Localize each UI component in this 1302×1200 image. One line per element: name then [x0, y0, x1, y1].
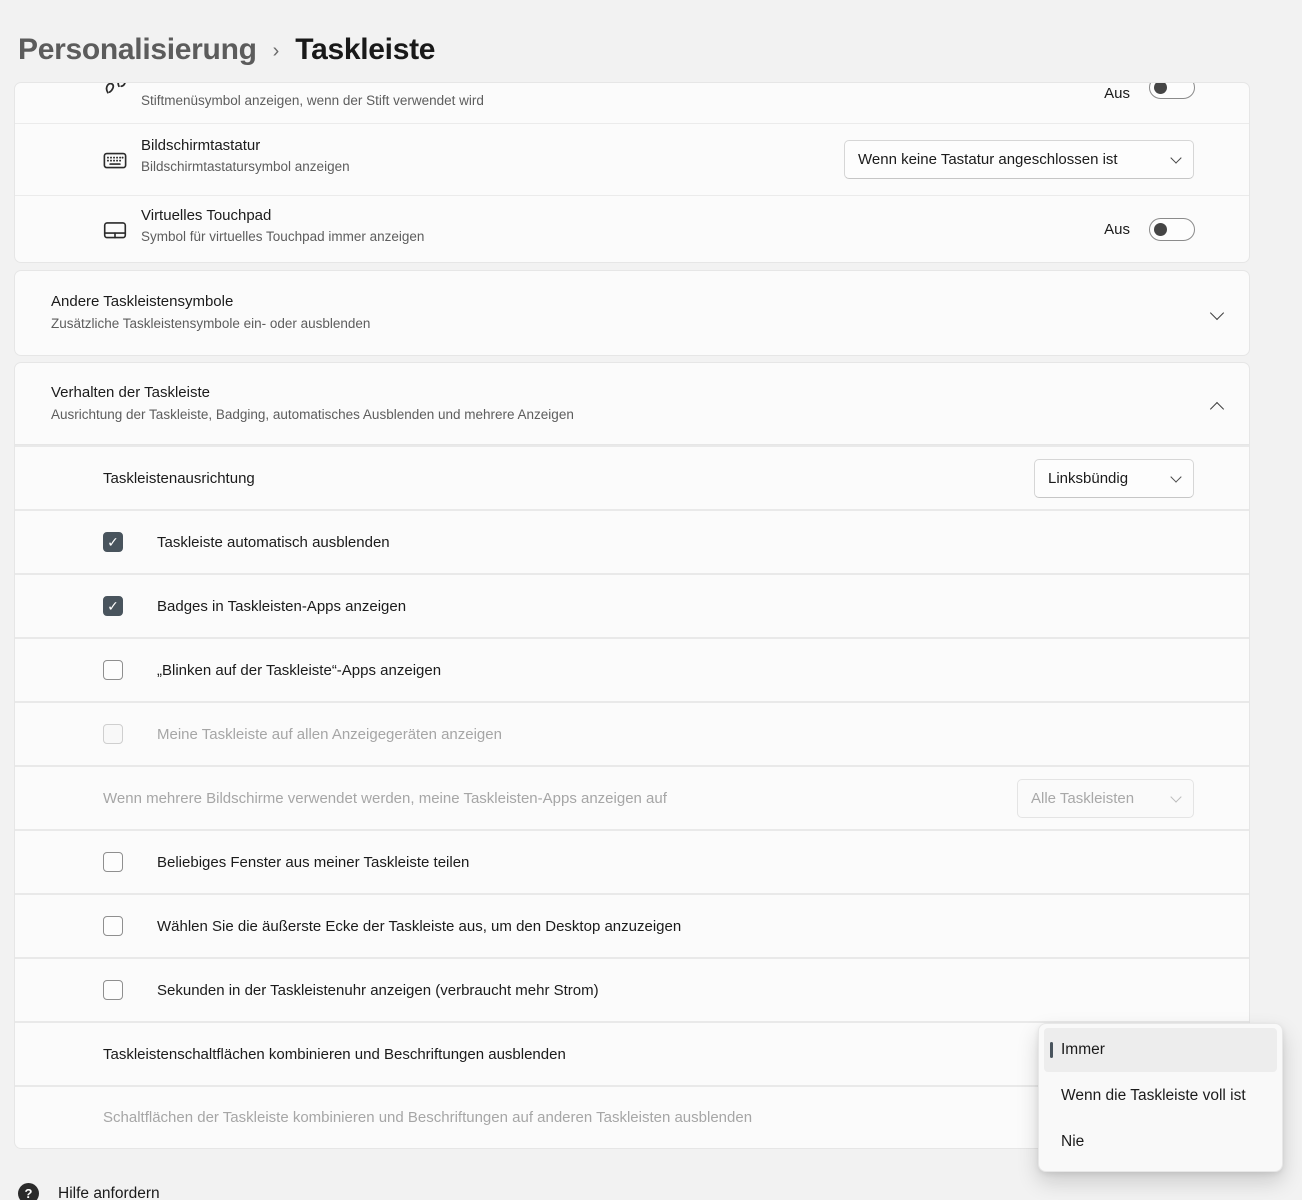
expander-other-taskbar-icons[interactable] — [14, 270, 1250, 356]
breadcrumb-parent[interactable]: Personalisierung — [18, 33, 257, 66]
row-touch-keyboard — [15, 124, 1249, 195]
seconds-clock-label: Sekunden in der Taskleistenuhr anzeigen (verbraucht mehr Strom) — [157, 981, 599, 999]
badges-checkbox[interactable] — [103, 596, 123, 616]
auto-hide-checkbox[interactable] — [103, 532, 123, 552]
row-auto-hide — [14, 511, 1250, 573]
combine-buttons-dropdown-menu — [1038, 1023, 1283, 1172]
menu-item-label: Wenn die Taskleiste voll ist — [1061, 1087, 1246, 1104]
auto-hide-label: Taskleiste automatisch ausblenden — [157, 533, 390, 551]
multi-monitor-label: Wenn mehrere Bildschirme verwendet werden, meine Taskleisten-Apps anzeigen auf — [103, 789, 667, 807]
chevron-down-icon[interactable] — [1210, 306, 1224, 320]
row-far-corner — [14, 895, 1250, 957]
row-virtual-touchpad — [15, 196, 1249, 263]
row-badges — [14, 575, 1250, 637]
other-icons-title: Andere Taskleistensymbole — [51, 293, 234, 310]
combine-buttons-label: Taskleistenschaltflächen kombinieren und Beschriftungen ausblenden — [103, 1045, 566, 1063]
combine-other-label: Schaltflächen der Taskleiste kombinieren und Beschriftungen auf anderen Taskleisten ausblenden — [103, 1109, 753, 1126]
touchpad-row-description: Symbol für virtuelles Touchpad immer anzeigen — [141, 229, 425, 244]
all-displays-checkbox — [103, 724, 123, 744]
behavior-title: Verhalten der Taskleiste — [51, 384, 210, 401]
flashing-checkbox[interactable] — [103, 660, 123, 680]
toggle-knob — [1154, 223, 1167, 236]
multi-monitor-dropdown-value: Alle Taskleisten — [1031, 790, 1135, 807]
touchpad-row-title: Virtuelles Touchpad — [141, 207, 272, 224]
pen-row-description: Stiftmenüsymbol anzeigen, wenn der Stift verwendet wird — [141, 93, 484, 108]
pen-icon — [102, 82, 130, 102]
multi-monitor-dropdown — [1017, 779, 1194, 818]
chevron-up-icon[interactable] — [1210, 402, 1224, 416]
alignment-dropdown-value: Linksbündig — [1048, 470, 1129, 487]
chevron-down-icon — [1170, 471, 1181, 482]
page-title: Taskleiste — [295, 33, 436, 66]
all-displays-label: Meine Taskleiste auf allen Anzeigegeräten anzeigen — [157, 725, 502, 743]
chevron-down-icon — [1170, 152, 1181, 163]
touchpad-icon — [102, 217, 128, 243]
keyboard-dropdown[interactable] — [844, 140, 1194, 179]
checkmark-icon: ✓ — [107, 598, 119, 614]
touchpad-toggle-state-label: Aus — [1104, 221, 1130, 238]
alignment-dropdown[interactable] — [1034, 459, 1194, 498]
alignment-label: Taskleistenausrichtung — [103, 469, 255, 487]
row-pen-menu — [15, 83, 1249, 123]
row-multi-monitor — [14, 767, 1250, 829]
menu-item-nie[interactable] — [1039, 1119, 1282, 1165]
row-taskbar-alignment — [14, 447, 1250, 509]
keyboard-dropdown-value: Wenn keine Tastatur angeschlossen ist — [858, 151, 1118, 168]
chevron-down-icon — [1170, 791, 1181, 802]
selection-indicator — [1050, 1042, 1053, 1058]
menu-item-label: Nie — [1061, 1133, 1085, 1150]
breadcrumb — [18, 26, 435, 74]
menu-item-wenn-voll[interactable] — [1039, 1073, 1282, 1119]
breadcrumb-separator-icon: › — [272, 40, 280, 62]
far-corner-label: Wählen Sie die äußerste Ecke der Taskleiste aus, um den Desktop anzuzeigen — [157, 917, 682, 935]
flashing-label: „Blinken auf der Taskleiste“-Apps anzeigen — [157, 661, 442, 679]
keyboard-row-title: Bildschirmtastatur — [141, 137, 261, 154]
row-seconds-clock — [14, 959, 1250, 1021]
behavior-description: Ausrichtung der Taskleiste, Badging, automatisches Ausblenden und mehrere Anzeigen — [51, 407, 574, 422]
menu-item-immer[interactable] — [1044, 1028, 1277, 1072]
help-link-label: Hilfe anfordern — [58, 1184, 160, 1200]
menu-item-label: Immer — [1061, 1041, 1105, 1058]
pen-toggle-state-label: Aus — [1104, 85, 1130, 102]
row-all-displays — [14, 703, 1250, 765]
row-flashing — [14, 639, 1250, 701]
keyboard-row-description: Bildschirmtastatursymbol anzeigen — [141, 159, 350, 174]
seconds-clock-checkbox[interactable] — [103, 980, 123, 1000]
card-system-tray-icons — [14, 82, 1250, 263]
help-link[interactable] — [18, 1183, 160, 1200]
badges-label: Badges in Taskleisten-Apps anzeigen — [157, 597, 407, 615]
row-share-window — [14, 831, 1250, 893]
share-window-label: Beliebiges Fenster aus meiner Taskleiste teilen — [157, 853, 470, 871]
touchpad-toggle-switch[interactable] — [1149, 218, 1195, 241]
toggle-knob — [1154, 82, 1167, 94]
pen-toggle-switch[interactable] — [1149, 82, 1195, 99]
help-icon: ? — [18, 1183, 39, 1200]
share-window-checkbox[interactable] — [103, 852, 123, 872]
keyboard-icon — [102, 147, 128, 173]
checkmark-icon: ✓ — [107, 534, 119, 550]
other-icons-description: Zusätzliche Taskleistensymbole ein- oder ausblenden — [51, 316, 371, 331]
behavior-header[interactable] — [14, 362, 1250, 445]
far-corner-checkbox[interactable] — [103, 916, 123, 936]
